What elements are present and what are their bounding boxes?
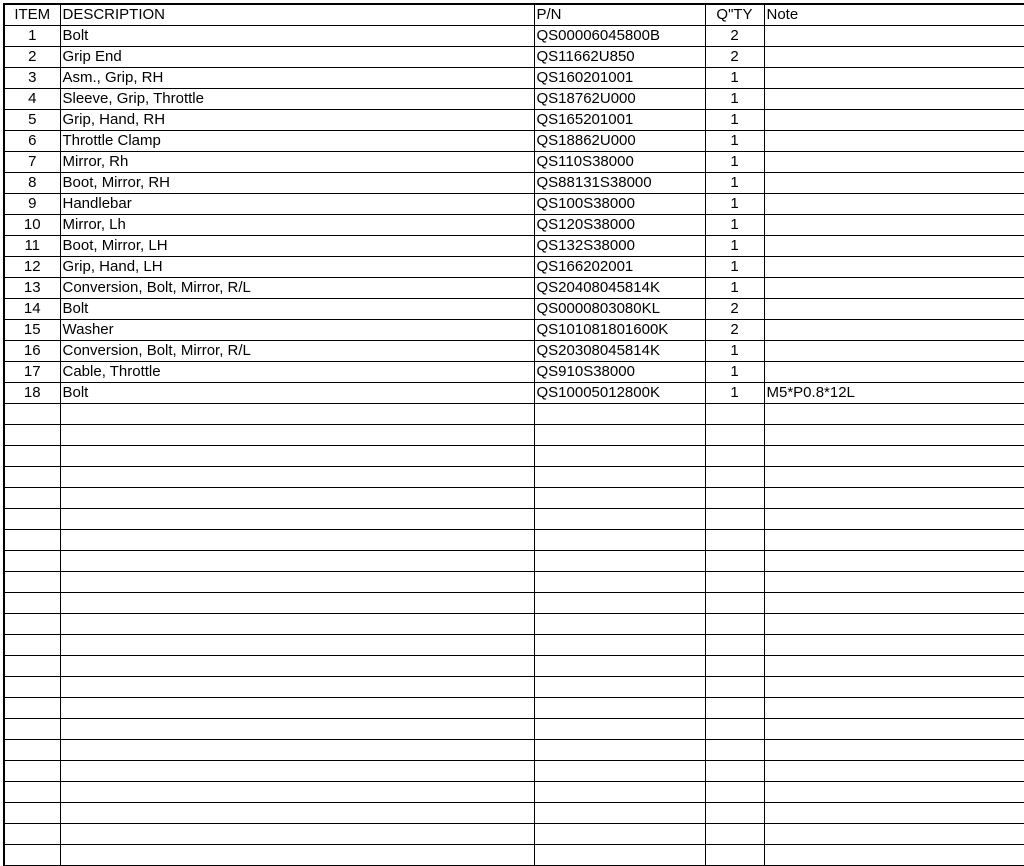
- cell-item: [4, 761, 60, 782]
- cell-pn: [534, 467, 705, 488]
- cell-item: 13: [4, 278, 60, 299]
- cell-qty: 1: [705, 89, 764, 110]
- cell-description: Grip, Hand, LH: [60, 257, 534, 278]
- cell-pn: QS120S38000: [534, 215, 705, 236]
- cell-description: Boot, Mirror, RH: [60, 173, 534, 194]
- cell-item: [4, 740, 60, 761]
- cell-note: [764, 614, 1024, 635]
- empty-row: [4, 572, 1024, 593]
- cell-pn: QS110S38000: [534, 152, 705, 173]
- cell-qty: [705, 593, 764, 614]
- cell-note: [764, 404, 1024, 425]
- table-row: [4, 131, 1024, 152]
- cell-item: [4, 551, 60, 572]
- cell-pn: [534, 635, 705, 656]
- cell-qty: [705, 425, 764, 446]
- cell-qty: [705, 656, 764, 677]
- cell-note: [764, 467, 1024, 488]
- cell-note: [764, 89, 1024, 110]
- cell-note: [764, 320, 1024, 341]
- cell-pn: QS18862U000: [534, 131, 705, 152]
- cell-pn: [534, 698, 705, 719]
- table-row: [4, 257, 1024, 278]
- empty-row: [4, 425, 1024, 446]
- cell-description: [60, 614, 534, 635]
- cell-note: [764, 593, 1024, 614]
- cell-description: Washer: [60, 320, 534, 341]
- cell-note: [764, 299, 1024, 320]
- cell-description: [60, 593, 534, 614]
- cell-description: Cable, Throttle: [60, 362, 534, 383]
- cell-qty: [705, 635, 764, 656]
- cell-item: [4, 803, 60, 824]
- cell-note: [764, 131, 1024, 152]
- cell-qty: 2: [705, 26, 764, 47]
- empty-row: [4, 677, 1024, 698]
- empty-row: [4, 509, 1024, 530]
- cell-qty: [705, 467, 764, 488]
- cell-pn: [534, 509, 705, 530]
- cell-pn: [534, 761, 705, 782]
- cell-qty: [705, 509, 764, 530]
- cell-note: [764, 446, 1024, 467]
- cell-note: [764, 152, 1024, 173]
- cell-qty: 1: [705, 383, 764, 404]
- cell-description: Bolt: [60, 299, 534, 320]
- cell-qty: [705, 803, 764, 824]
- cell-description: Bolt: [60, 26, 534, 47]
- cell-item: 18: [4, 383, 60, 404]
- cell-qty: 1: [705, 257, 764, 278]
- table-row: [4, 47, 1024, 68]
- cell-item: [4, 698, 60, 719]
- cell-note: [764, 68, 1024, 89]
- cell-pn: [534, 593, 705, 614]
- cell-note: [764, 173, 1024, 194]
- cell-item: 15: [4, 320, 60, 341]
- empty-row: [4, 803, 1024, 824]
- cell-qty: [705, 677, 764, 698]
- cell-pn: [534, 824, 705, 845]
- cell-description: Handlebar: [60, 194, 534, 215]
- empty-row: [4, 530, 1024, 551]
- cell-note: [764, 47, 1024, 68]
- cell-item: 9: [4, 194, 60, 215]
- cell-pn: [534, 677, 705, 698]
- cell-description: Asm., Grip, RH: [60, 68, 534, 89]
- cell-description: [60, 740, 534, 761]
- cell-note: [764, 257, 1024, 278]
- cell-note: [764, 194, 1024, 215]
- cell-pn: QS00006045800B: [534, 26, 705, 47]
- cell-qty: [705, 824, 764, 845]
- empty-row: [4, 551, 1024, 572]
- cell-pn: [534, 740, 705, 761]
- cell-description: [60, 845, 534, 866]
- empty-row: [4, 656, 1024, 677]
- table-row: [4, 278, 1024, 299]
- cell-pn: QS10005012800K: [534, 383, 705, 404]
- empty-row: [4, 782, 1024, 803]
- parts-list-sheet: [3, 3, 1024, 866]
- cell-qty: 1: [705, 278, 764, 299]
- cell-item: [4, 425, 60, 446]
- table-row: [4, 110, 1024, 131]
- cell-note: [764, 803, 1024, 824]
- table-row: [4, 152, 1024, 173]
- cell-item: [4, 488, 60, 509]
- header-description: DESCRIPTION: [60, 4, 534, 26]
- cell-note: [764, 362, 1024, 383]
- cell-note: M5*P0.8*12L: [764, 383, 1024, 404]
- cell-description: [60, 635, 534, 656]
- cell-qty: [705, 845, 764, 866]
- cell-qty: 1: [705, 68, 764, 89]
- table-row: [4, 299, 1024, 320]
- cell-description: [60, 824, 534, 845]
- cell-pn: [534, 614, 705, 635]
- cell-qty: 1: [705, 215, 764, 236]
- cell-item: 6: [4, 131, 60, 152]
- cell-note: [764, 278, 1024, 299]
- empty-row: [4, 845, 1024, 866]
- cell-item: 11: [4, 236, 60, 257]
- cell-item: [4, 593, 60, 614]
- cell-description: [60, 719, 534, 740]
- table-row: [4, 320, 1024, 341]
- cell-item: [4, 467, 60, 488]
- cell-description: [60, 467, 534, 488]
- cell-qty: [705, 782, 764, 803]
- cell-note: [764, 635, 1024, 656]
- cell-note: [764, 488, 1024, 509]
- empty-row: [4, 635, 1024, 656]
- cell-item: [4, 656, 60, 677]
- cell-note: [764, 761, 1024, 782]
- cell-pn: QS88131S38000: [534, 173, 705, 194]
- cell-pn: QS20408045814K: [534, 278, 705, 299]
- cell-item: [4, 782, 60, 803]
- table-row: [4, 68, 1024, 89]
- cell-pn: QS100S38000: [534, 194, 705, 215]
- cell-description: Conversion, Bolt, Mirror, R/L: [60, 341, 534, 362]
- cell-description: [60, 530, 534, 551]
- cell-item: 7: [4, 152, 60, 173]
- cell-item: [4, 635, 60, 656]
- cell-note: [764, 551, 1024, 572]
- cell-note: [764, 824, 1024, 845]
- cell-description: Conversion, Bolt, Mirror, R/L: [60, 278, 534, 299]
- cell-description: Sleeve, Grip, Throttle: [60, 89, 534, 110]
- table-row: [4, 89, 1024, 110]
- cell-item: 10: [4, 215, 60, 236]
- cell-qty: [705, 614, 764, 635]
- table-row: [4, 26, 1024, 47]
- cell-pn: QS910S38000: [534, 362, 705, 383]
- cell-item: [4, 572, 60, 593]
- table-row: [4, 173, 1024, 194]
- table-row: [4, 236, 1024, 257]
- cell-note: [764, 236, 1024, 257]
- table-row: [4, 194, 1024, 215]
- cell-pn: [534, 803, 705, 824]
- cell-note: [764, 656, 1024, 677]
- cell-qty: 1: [705, 341, 764, 362]
- cell-description: [60, 488, 534, 509]
- cell-description: [60, 425, 534, 446]
- cell-note: [764, 698, 1024, 719]
- cell-description: Throttle Clamp: [60, 131, 534, 152]
- cell-pn: [534, 425, 705, 446]
- cell-item: [4, 404, 60, 425]
- cell-pn: [534, 446, 705, 467]
- cell-note: [764, 215, 1024, 236]
- cell-item: 5: [4, 110, 60, 131]
- cell-item: 3: [4, 68, 60, 89]
- header-qty: Q"TY: [705, 4, 764, 26]
- cell-qty: 2: [705, 299, 764, 320]
- cell-pn: QS166202001: [534, 257, 705, 278]
- empty-row: [4, 593, 1024, 614]
- cell-pn: [534, 551, 705, 572]
- cell-note: [764, 719, 1024, 740]
- cell-qty: [705, 404, 764, 425]
- cell-item: [4, 446, 60, 467]
- cell-item: 2: [4, 47, 60, 68]
- cell-note: [764, 110, 1024, 131]
- cell-item: 1: [4, 26, 60, 47]
- cell-note: [764, 782, 1024, 803]
- cell-description: [60, 803, 534, 824]
- table-row: [4, 341, 1024, 362]
- table-row: [4, 215, 1024, 236]
- cell-pn: QS132S38000: [534, 236, 705, 257]
- cell-qty: [705, 740, 764, 761]
- cell-description: Mirror, Lh: [60, 215, 534, 236]
- cell-pn: [534, 719, 705, 740]
- cell-note: [764, 740, 1024, 761]
- cell-note: [764, 845, 1024, 866]
- empty-row: [4, 614, 1024, 635]
- cell-qty: 1: [705, 236, 764, 257]
- cell-qty: [705, 551, 764, 572]
- cell-description: Grip, Hand, RH: [60, 110, 534, 131]
- header-item: ITEM: [4, 4, 60, 26]
- cell-pn: [534, 572, 705, 593]
- table-row: [4, 383, 1024, 404]
- cell-description: Boot, Mirror, LH: [60, 236, 534, 257]
- cell-qty: [705, 698, 764, 719]
- cell-item: 16: [4, 341, 60, 362]
- cell-qty: [705, 719, 764, 740]
- cell-qty: [705, 488, 764, 509]
- cell-qty: [705, 446, 764, 467]
- cell-item: [4, 719, 60, 740]
- cell-description: [60, 446, 534, 467]
- header-pn: P/N: [534, 4, 705, 26]
- empty-row: [4, 404, 1024, 425]
- cell-pn: QS0000803080KL: [534, 299, 705, 320]
- cell-pn: [534, 530, 705, 551]
- cell-pn: [534, 782, 705, 803]
- cell-item: 4: [4, 89, 60, 110]
- header-note: Note: [764, 4, 1024, 26]
- cell-pn: QS18762U000: [534, 89, 705, 110]
- cell-note: [764, 677, 1024, 698]
- cell-qty: 1: [705, 173, 764, 194]
- cell-item: [4, 677, 60, 698]
- table-row: [4, 362, 1024, 383]
- cell-note: [764, 341, 1024, 362]
- header-row: [4, 4, 1024, 26]
- table-body: [4, 26, 1024, 866]
- cell-qty: 1: [705, 194, 764, 215]
- cell-qty: [705, 572, 764, 593]
- cell-pn: [534, 488, 705, 509]
- cell-item: 12: [4, 257, 60, 278]
- cell-qty: 1: [705, 131, 764, 152]
- cell-item: 14: [4, 299, 60, 320]
- empty-row: [4, 824, 1024, 845]
- cell-qty: 2: [705, 47, 764, 68]
- cell-item: [4, 824, 60, 845]
- empty-row: [4, 719, 1024, 740]
- cell-description: [60, 656, 534, 677]
- cell-note: [764, 509, 1024, 530]
- cell-description: [60, 572, 534, 593]
- cell-item: [4, 845, 60, 866]
- cell-pn: QS165201001: [534, 110, 705, 131]
- cell-note: [764, 530, 1024, 551]
- empty-row: [4, 698, 1024, 719]
- empty-row: [4, 761, 1024, 782]
- empty-row: [4, 740, 1024, 761]
- cell-pn: [534, 404, 705, 425]
- cell-qty: [705, 530, 764, 551]
- cell-description: [60, 761, 534, 782]
- cell-note: [764, 572, 1024, 593]
- cell-description: [60, 404, 534, 425]
- cell-description: Bolt: [60, 383, 534, 404]
- cell-pn: QS101081801600K: [534, 320, 705, 341]
- cell-pn: [534, 656, 705, 677]
- cell-description: [60, 551, 534, 572]
- cell-description: [60, 782, 534, 803]
- cell-item: [4, 614, 60, 635]
- cell-pn: QS20308045814K: [534, 341, 705, 362]
- cell-description: [60, 677, 534, 698]
- cell-item: [4, 530, 60, 551]
- cell-qty: 2: [705, 320, 764, 341]
- cell-item: [4, 509, 60, 530]
- cell-pn: QS11662U850: [534, 47, 705, 68]
- cell-qty: [705, 761, 764, 782]
- empty-row: [4, 467, 1024, 488]
- parts-table: [3, 3, 1024, 866]
- cell-qty: 1: [705, 152, 764, 173]
- cell-item: 8: [4, 173, 60, 194]
- cell-pn: [534, 845, 705, 866]
- cell-note: [764, 26, 1024, 47]
- cell-note: [764, 425, 1024, 446]
- cell-description: Mirror, Rh: [60, 152, 534, 173]
- cell-qty: 1: [705, 110, 764, 131]
- cell-description: Grip End: [60, 47, 534, 68]
- cell-qty: 1: [705, 362, 764, 383]
- cell-pn: QS160201001: [534, 68, 705, 89]
- cell-description: [60, 698, 534, 719]
- empty-row: [4, 446, 1024, 467]
- cell-description: [60, 509, 534, 530]
- cell-item: 17: [4, 362, 60, 383]
- empty-row: [4, 488, 1024, 509]
